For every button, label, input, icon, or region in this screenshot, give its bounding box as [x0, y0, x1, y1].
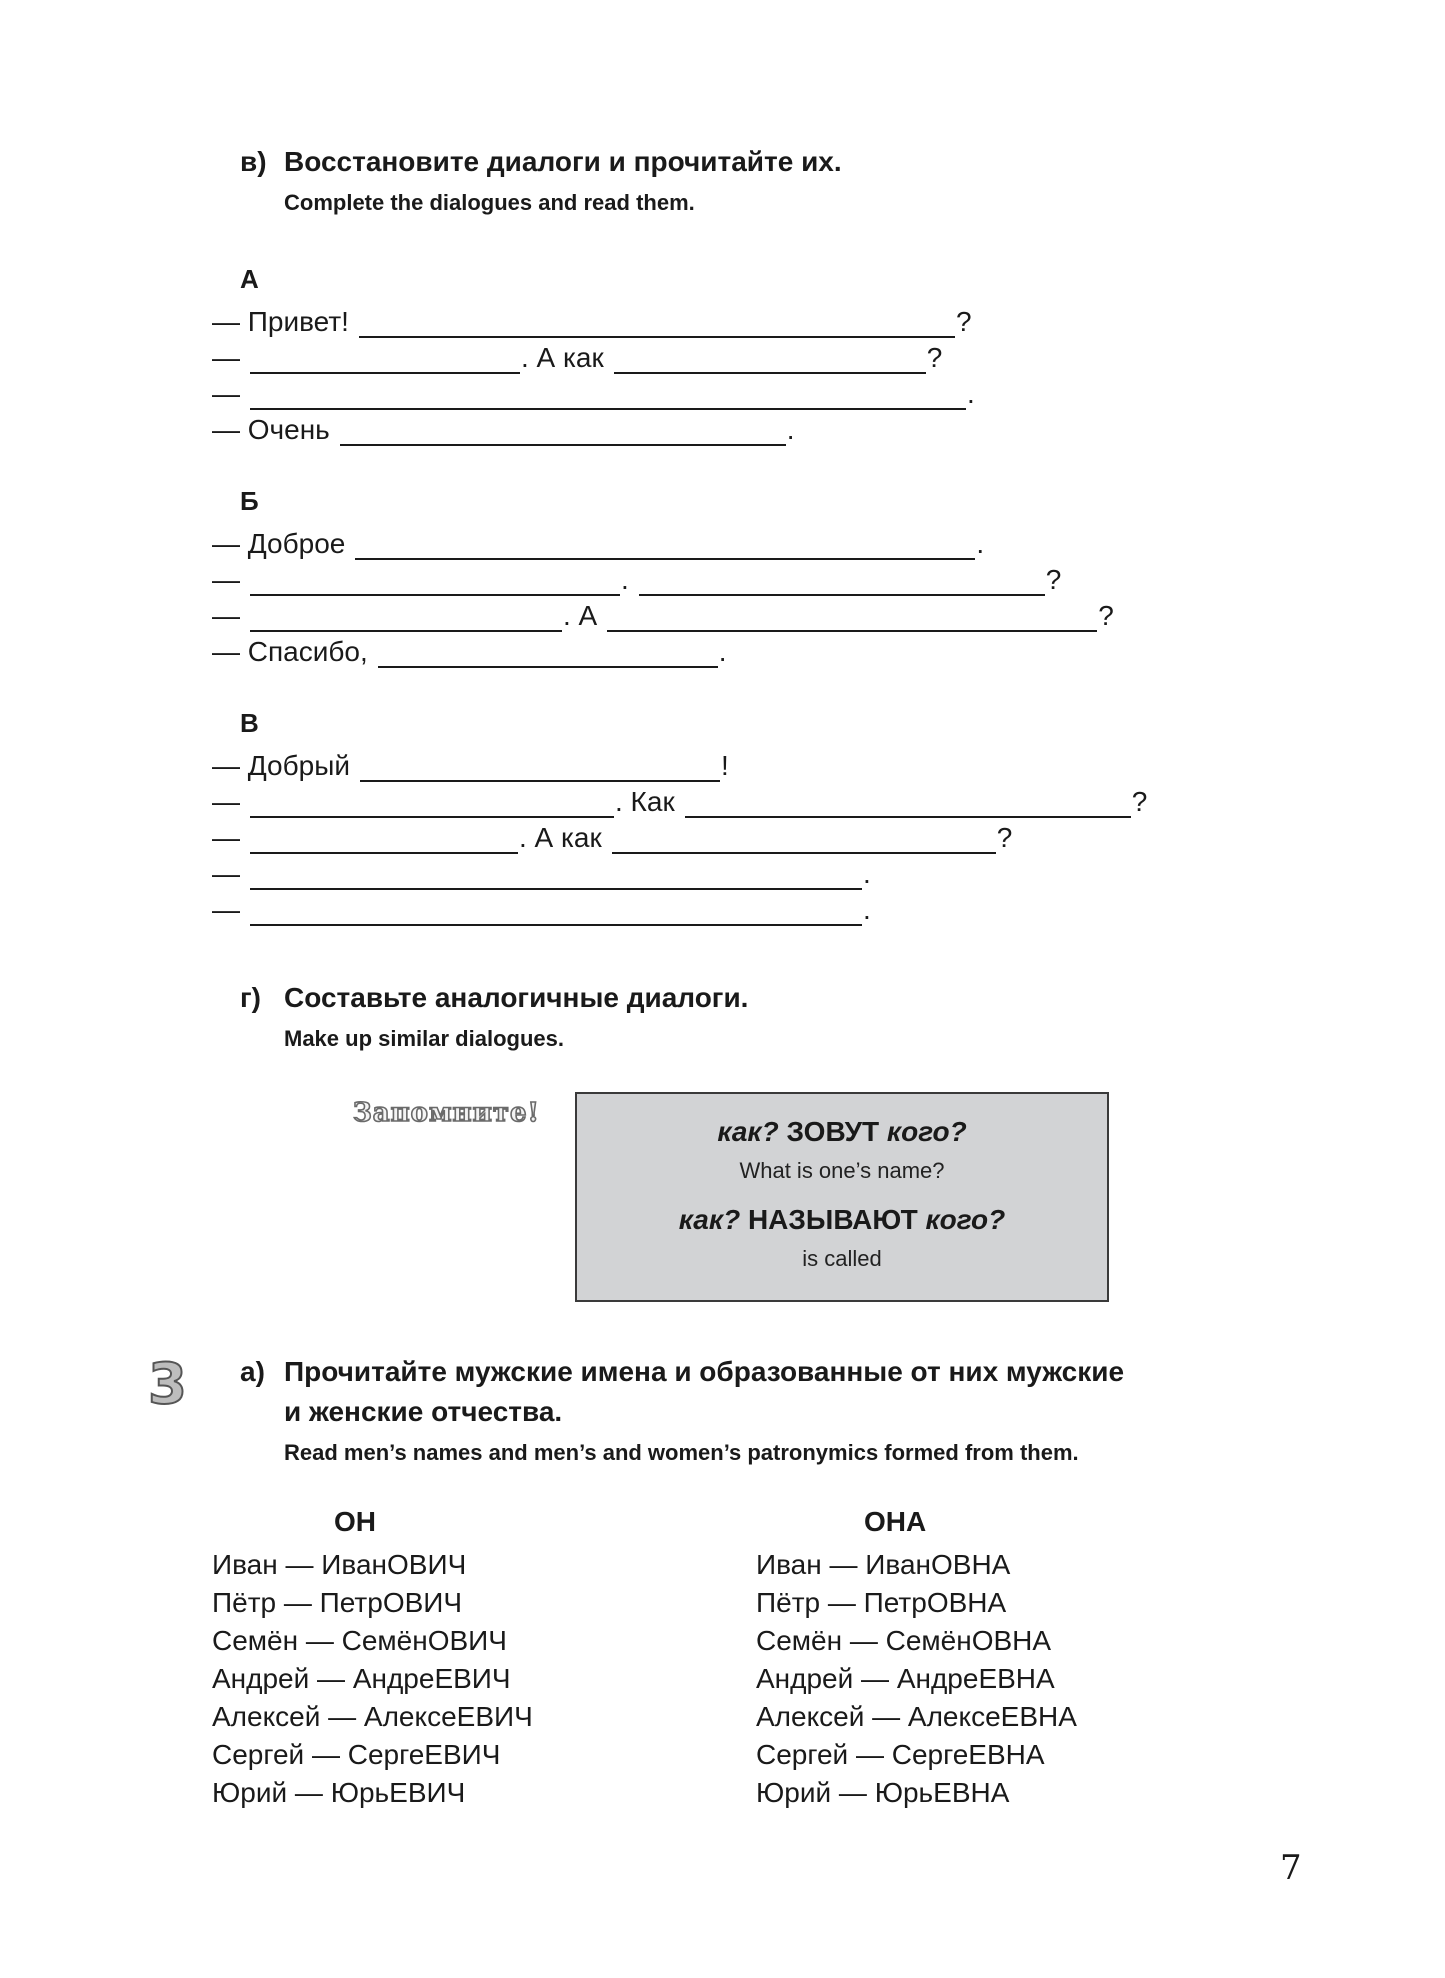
- answer-blank[interactable]: [340, 418, 786, 446]
- she-header: ОНА: [864, 1506, 927, 1537]
- line-start: —: [212, 858, 240, 889]
- rule-question: кого?: [886, 1116, 967, 1147]
- dialogue-line: [212, 560, 1114, 596]
- dialogue-line: [212, 410, 975, 446]
- remember-label: Запомните!: [353, 1098, 540, 1128]
- line-start: —: [212, 822, 240, 853]
- rule-verb: ЗОВУТ: [786, 1116, 880, 1147]
- list-item: Иван — ИванОВНА: [756, 1549, 1011, 1580]
- rule-verb: НАЗЫВАЮТ: [747, 1204, 918, 1235]
- dialogue-b-label: Б: [240, 486, 259, 516]
- list-item: Сергей — СергеЕВНА: [756, 1739, 1045, 1770]
- answer-blank[interactable]: [250, 382, 966, 410]
- dialogue-a-label: А: [240, 264, 259, 294]
- answer-blank[interactable]: [360, 754, 720, 782]
- line-end: .: [718, 636, 727, 667]
- line-end: ?: [926, 342, 943, 373]
- answer-blank[interactable]: [250, 898, 862, 926]
- line-start: — Доброе: [212, 528, 346, 559]
- answer-blank[interactable]: [612, 826, 996, 854]
- dialogue-line: [212, 782, 1147, 818]
- list-item: Алексей — АлексеЕВИЧ: [212, 1701, 533, 1732]
- dialogue-line: [212, 632, 1114, 668]
- list-item: Пётр — ПетрОВИЧ: [212, 1587, 463, 1618]
- list-item: Сергей — СергеЕВИЧ: [212, 1739, 501, 1770]
- answer-blank[interactable]: [250, 862, 862, 890]
- answer-blank[interactable]: [250, 568, 620, 596]
- dialogue-line: [212, 854, 1147, 890]
- answer-blank[interactable]: [250, 826, 518, 854]
- list-item: Андрей — АндреЕВИЧ: [212, 1663, 511, 1694]
- rule-question: кого?: [925, 1204, 1006, 1235]
- answer-blank[interactable]: [614, 346, 926, 374]
- line-end: .: [786, 414, 795, 445]
- line-end: .: [863, 858, 871, 889]
- answer-blank[interactable]: [607, 604, 1097, 632]
- dialogue-b: [212, 524, 1114, 668]
- dialogue-line: [212, 890, 1147, 926]
- rule-1: [577, 1116, 1107, 1148]
- answer-blank[interactable]: [639, 568, 1045, 596]
- exercise3-title-line1: Прочитайте мужские имена и образованные от них мужские: [284, 1356, 1125, 1387]
- line-start: —: [212, 564, 240, 595]
- line-mid: . А как: [521, 342, 604, 373]
- dialogue-line: [212, 338, 975, 374]
- line-start: — Очень: [212, 414, 330, 445]
- dialogue-line: [212, 302, 975, 338]
- line-end: ?: [1131, 786, 1148, 817]
- dialogue-v: [212, 746, 1147, 926]
- she-list: [756, 1546, 1077, 1812]
- remember-box: [575, 1092, 1109, 1302]
- exercise3-letter: а): [240, 1356, 265, 1387]
- line-start: — Добрый: [212, 750, 351, 781]
- list-item: Семён — СемёнОВНА: [756, 1625, 1052, 1656]
- answer-blank[interactable]: [359, 310, 955, 338]
- answer-blank[interactable]: [250, 604, 562, 632]
- line-start: —: [212, 786, 240, 817]
- rule-question: как?: [717, 1116, 779, 1147]
- exercise3-subtitle: Read men’s names and men’s and women’s patronymics formed from them.: [284, 1440, 1079, 1465]
- line-end: ?: [955, 306, 972, 337]
- line-start: — Спасибо,: [212, 636, 368, 667]
- list-item: Пётр — ПетрОВНА: [756, 1587, 1007, 1618]
- line-start: —: [212, 600, 240, 631]
- answer-blank[interactable]: [250, 346, 520, 374]
- dialogue-v-label: В: [240, 708, 259, 738]
- line-end: !: [721, 750, 729, 781]
- task-v-title: Восстановите диалоги и прочитайте их.: [284, 146, 842, 177]
- rule-1-translation: What is one’s name?: [739, 1158, 945, 1183]
- line-start: —: [212, 894, 240, 925]
- list-item: Юрий — ЮрьЕВНА: [756, 1777, 1010, 1808]
- exercise3-title-line2: и женские отчества.: [284, 1396, 563, 1427]
- task-g-subtitle: Make up similar dialogues.: [284, 1026, 564, 1051]
- dialogue-line: [212, 374, 975, 410]
- dialogue-line: [212, 746, 1147, 782]
- line-mid: .: [621, 564, 629, 595]
- dialogue-line: [212, 524, 1114, 560]
- rule-2: [577, 1204, 1107, 1236]
- line-end: .: [976, 528, 985, 559]
- line-end: .: [967, 378, 975, 409]
- list-item: Алексей — АлексеЕВНА: [756, 1701, 1077, 1732]
- line-end: ?: [1098, 600, 1114, 631]
- dialogue-line: [212, 818, 1147, 854]
- line-end: .: [863, 894, 871, 925]
- line-mid: . А как: [519, 822, 602, 853]
- task-g-title: Составьте аналогичные диалоги.: [284, 982, 749, 1013]
- list-item: Юрий — ЮрьЕВИЧ: [212, 1777, 466, 1808]
- list-item: Иван — ИванОВИЧ: [212, 1549, 467, 1580]
- rule-question: как?: [678, 1204, 741, 1235]
- answer-blank[interactable]: [250, 790, 614, 818]
- line-start: —: [212, 342, 240, 373]
- line-mid: . Как: [615, 786, 675, 817]
- list-item: Семён — СемёнОВИЧ: [212, 1625, 507, 1656]
- line-end: ?: [1045, 564, 1062, 595]
- line-start: — Привет!: [212, 306, 349, 337]
- answer-blank[interactable]: [355, 532, 975, 560]
- dialogue-line: [212, 596, 1114, 632]
- task-v-subtitle: Complete the dialogues and read them.: [284, 190, 695, 215]
- answer-blank[interactable]: [685, 790, 1131, 818]
- task-g-letter: г): [240, 982, 261, 1013]
- he-header: ОН: [334, 1506, 376, 1537]
- answer-blank[interactable]: [378, 640, 718, 668]
- line-start: —: [212, 378, 240, 409]
- line-mid: . А: [563, 600, 598, 631]
- dialogue-a: [212, 302, 975, 446]
- he-list: [212, 1546, 533, 1812]
- line-end: ?: [996, 822, 1013, 853]
- rule-2-translation: is called: [802, 1246, 882, 1271]
- list-item: Андрей — АндреЕВНА: [756, 1663, 1055, 1694]
- task-v-letter: в): [240, 146, 267, 177]
- exercise-number: 3: [148, 1352, 187, 1417]
- page-number: 7: [1280, 1848, 1302, 1888]
